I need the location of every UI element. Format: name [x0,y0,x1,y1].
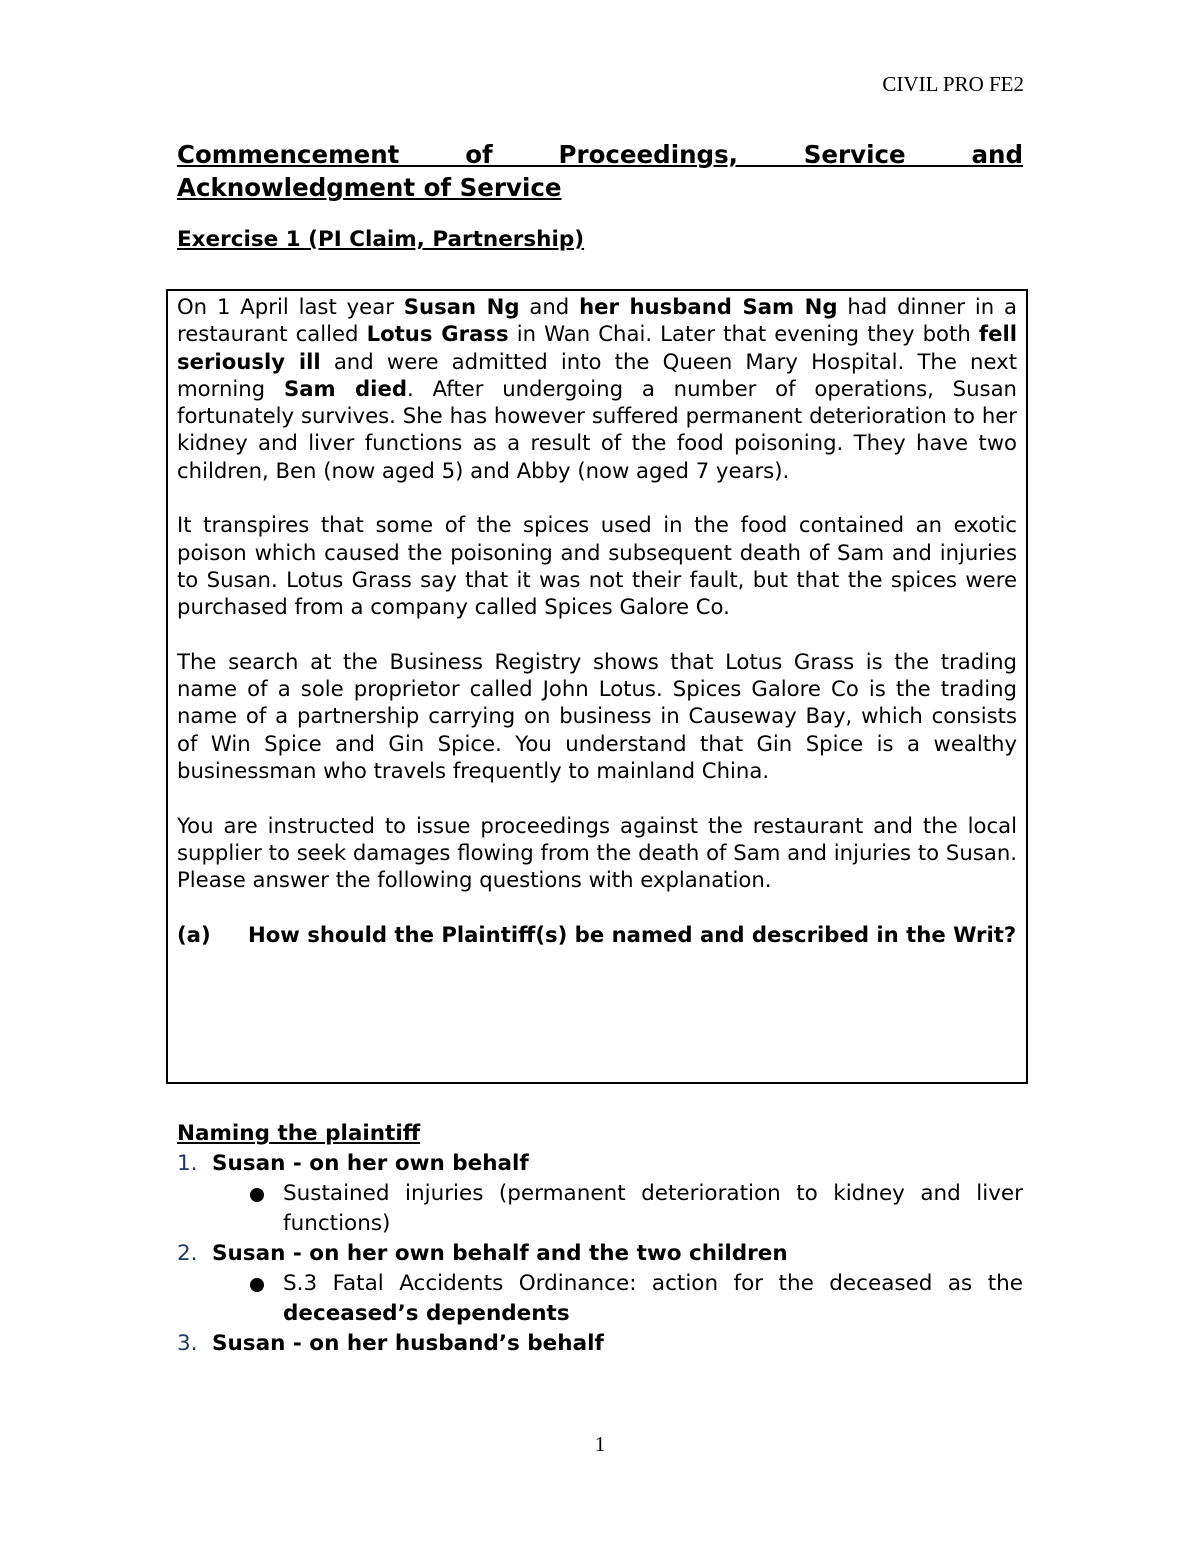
facts-paragraph-1 [177,293,1017,484]
item-title: Susan - on her own behalf [212,1151,529,1176]
text-run: and were admitted into the Queen Mary Hospital. The next morning [177,348,1017,401]
running-header: CIVIL PRO FE2 [882,72,1024,96]
bullet-item [177,1269,1023,1329]
bullet-item [177,1179,1023,1239]
facts-paragraph-3: The search at the Business Registry shows that Lotus Grass is the trading name of a sole proprietor called John Lotus. Spices Galore Co is the trading name of a partnership carrying on business in Causeway Bay, which consists of Win Spice and Gin Spice. You understand that Gin Spice is a wealthy businessman who travels frequently to mainland China. [177,648,1017,784]
question-text: How should the Plaintiff(s) be named and described in the Writ? [248,921,1017,947]
list-number: 1. [177,1151,198,1176]
bold-run: Sam died [283,375,407,401]
question-label: (a) [177,921,211,947]
bullet-text: Sustained injuries (permanent deterioration to kidney and liver functions) [283,1181,1023,1236]
list-number: 3. [177,1331,198,1356]
answers-heading: Naming the plaintiff [177,1121,421,1146]
text-run: On 1 April last year [177,294,404,319]
document-body [177,138,1023,253]
numbered-item-3 [177,1329,1023,1359]
bullet-bold-text: deceased’s dependents [283,1301,570,1326]
facts-paragraph-2: It transpires that some of the spices used in the food contained an exotic poison which caused the poisoning and subsequent death of Sam and injuries to Susan. Lotus Grass say that it was not their fault, but that the spices were purchased from a company called Spices Galore Co. [177,512,1017,620]
item-title: Susan - on her husband’s behalf [212,1331,604,1356]
text-run: and [519,294,580,319]
answers-section [177,1119,1023,1359]
page-title [177,138,1023,204]
page-title-line-1: Commencement of Proceedings, Service and [177,140,1023,169]
bullet-icon [250,1188,264,1202]
bold-run: her husband Sam Ng [579,294,838,319]
page-number: 1 [594,1432,606,1456]
bold-run: Lotus Grass [366,321,509,347]
text-run: had dinner in a restaurant called [177,294,1018,347]
numbered-item-1 [177,1149,1023,1179]
bullet-icon [250,1278,264,1292]
page-title-line-2: Acknowledgment of Service [177,173,562,202]
bold-run: Susan Ng [403,294,520,319]
item-title: Susan - on her own behalf and the two children [212,1241,788,1266]
question-a [177,921,1017,948]
facts-box [166,289,1028,1084]
exercise-heading: Exercise 1 (PI Claim, Partnership) [177,227,585,252]
numbered-item-2 [177,1239,1023,1269]
text-run: in Wan Chai. Later that evening they both [508,321,979,347]
bullet-text: S.3 Fatal Accidents Ordinance: action for the deceased as the [283,1271,1023,1296]
facts-paragraph-4: You are instructed to issue proceedings against the restaurant and the local supplier to seek damages flowing from the death of Sam and injuries to Susan. Please answer the following questions with explanation. [177,812,1017,893]
list-number: 2. [177,1241,198,1266]
bold-run: fell seriously ill [177,321,1017,374]
text-run: . After undergoing a number of operations, Susan fortunately survives. She has however suffered permanent deterioration to her kidney and liver functions as a result of the food poisoning. They have two children, Ben (now aged 5) and Abby (now aged 7 years). [177,375,1017,483]
